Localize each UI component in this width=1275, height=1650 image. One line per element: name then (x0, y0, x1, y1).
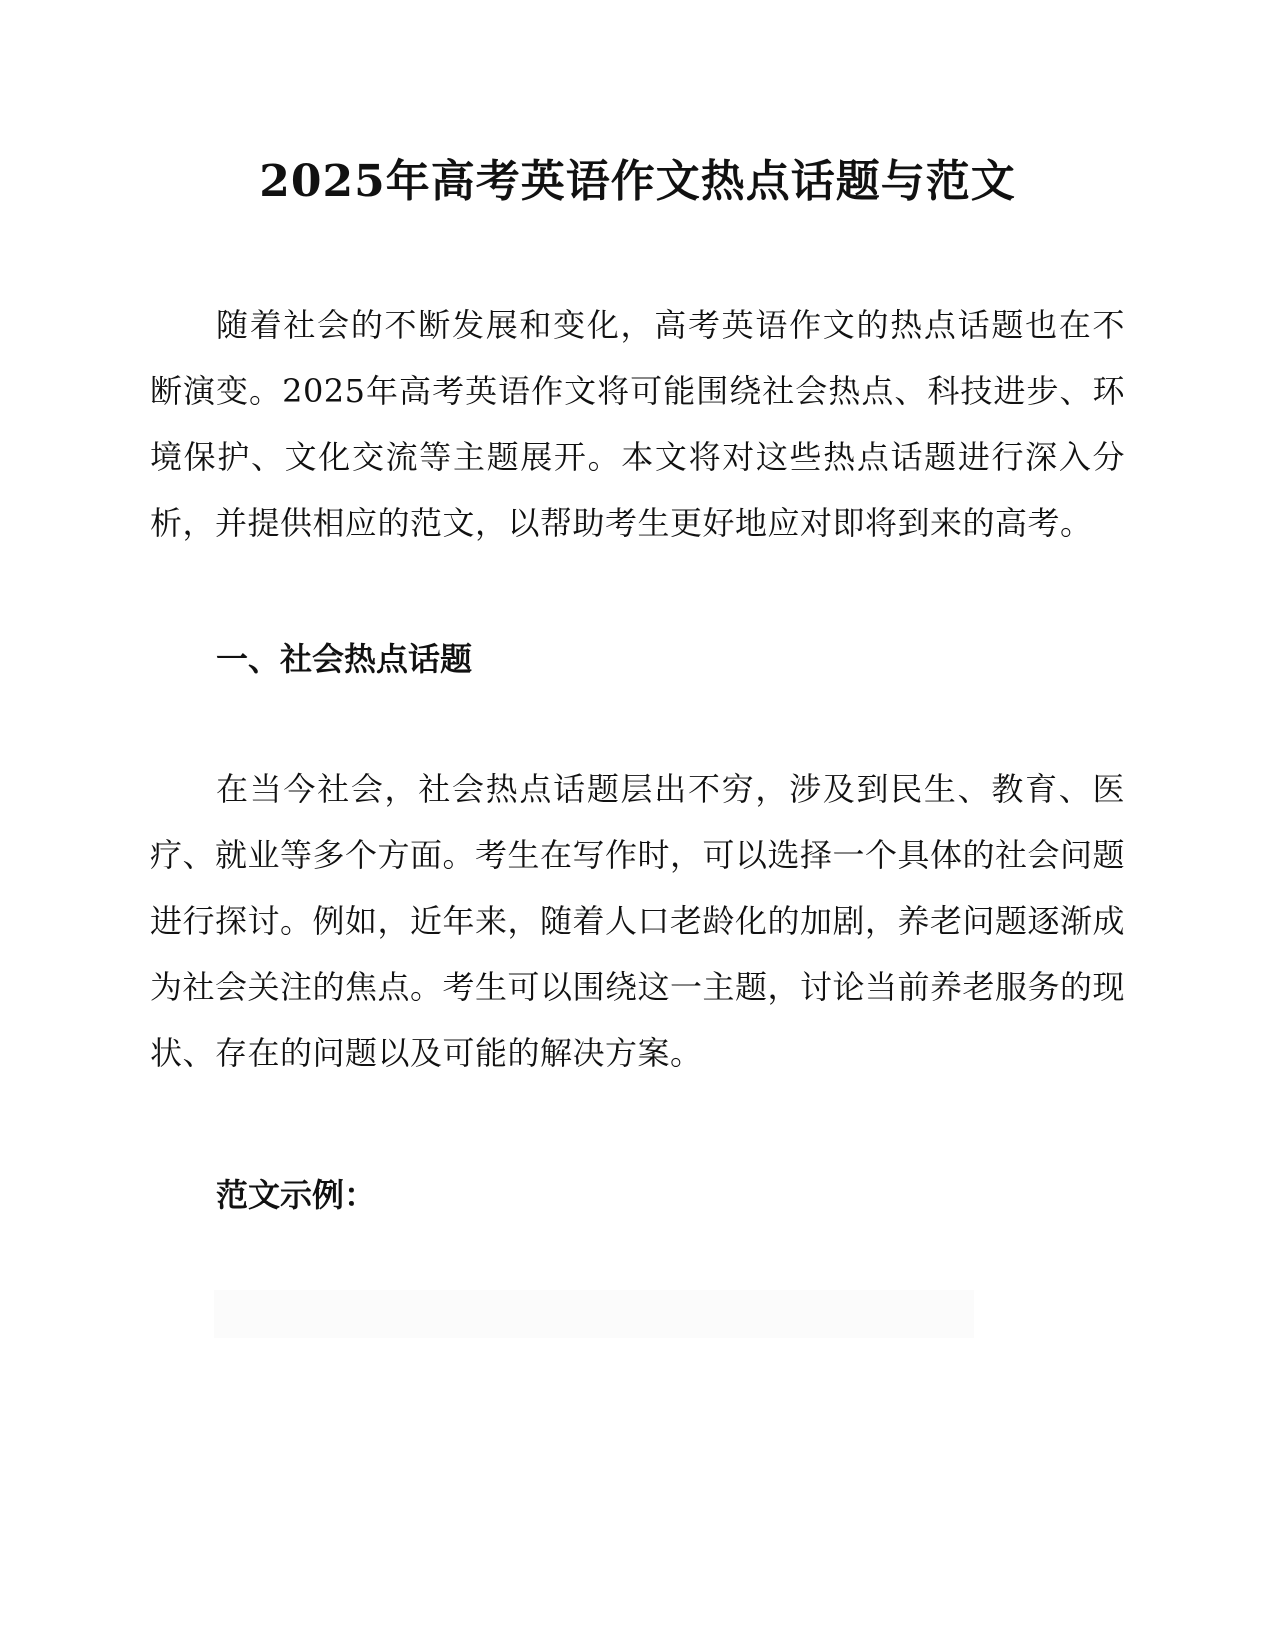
intro-paragraph: 随着社会的不断发展和变化，高考英语作文的热点话题也在不断演变。2025年高考英语作文将可能围绕社会热点、科技进步、环境保护、文化交流等主题展开。本文将对这些热点话题进行深入分析，并提供相应的范文，以帮助考生更好地应对即将到来的高考。 (150, 306, 1125, 542)
faded-text-region (214, 1290, 974, 1338)
section-heading-social-topics: 一、社会热点话题 (216, 640, 473, 678)
document-title: 2025年高考英语作文热点话题与范文 (259, 156, 1016, 207)
example-essay-heading: 范文示例： (216, 1176, 377, 1214)
section-body-social-topics: 在当今社会，社会热点话题层出不穷，涉及到民生、教育、医疗、就业等多个方面。考生在写作时，可以选择一个具体的社会问题进行探讨。例如，近年来，随着人口老龄化的加剧，养老问题逐渐成为社会关注的焦点。考生可以围绕这一主题，讨论当前养老服务的现状、存在的问题以及可能的解决方案。 (150, 770, 1126, 1072)
